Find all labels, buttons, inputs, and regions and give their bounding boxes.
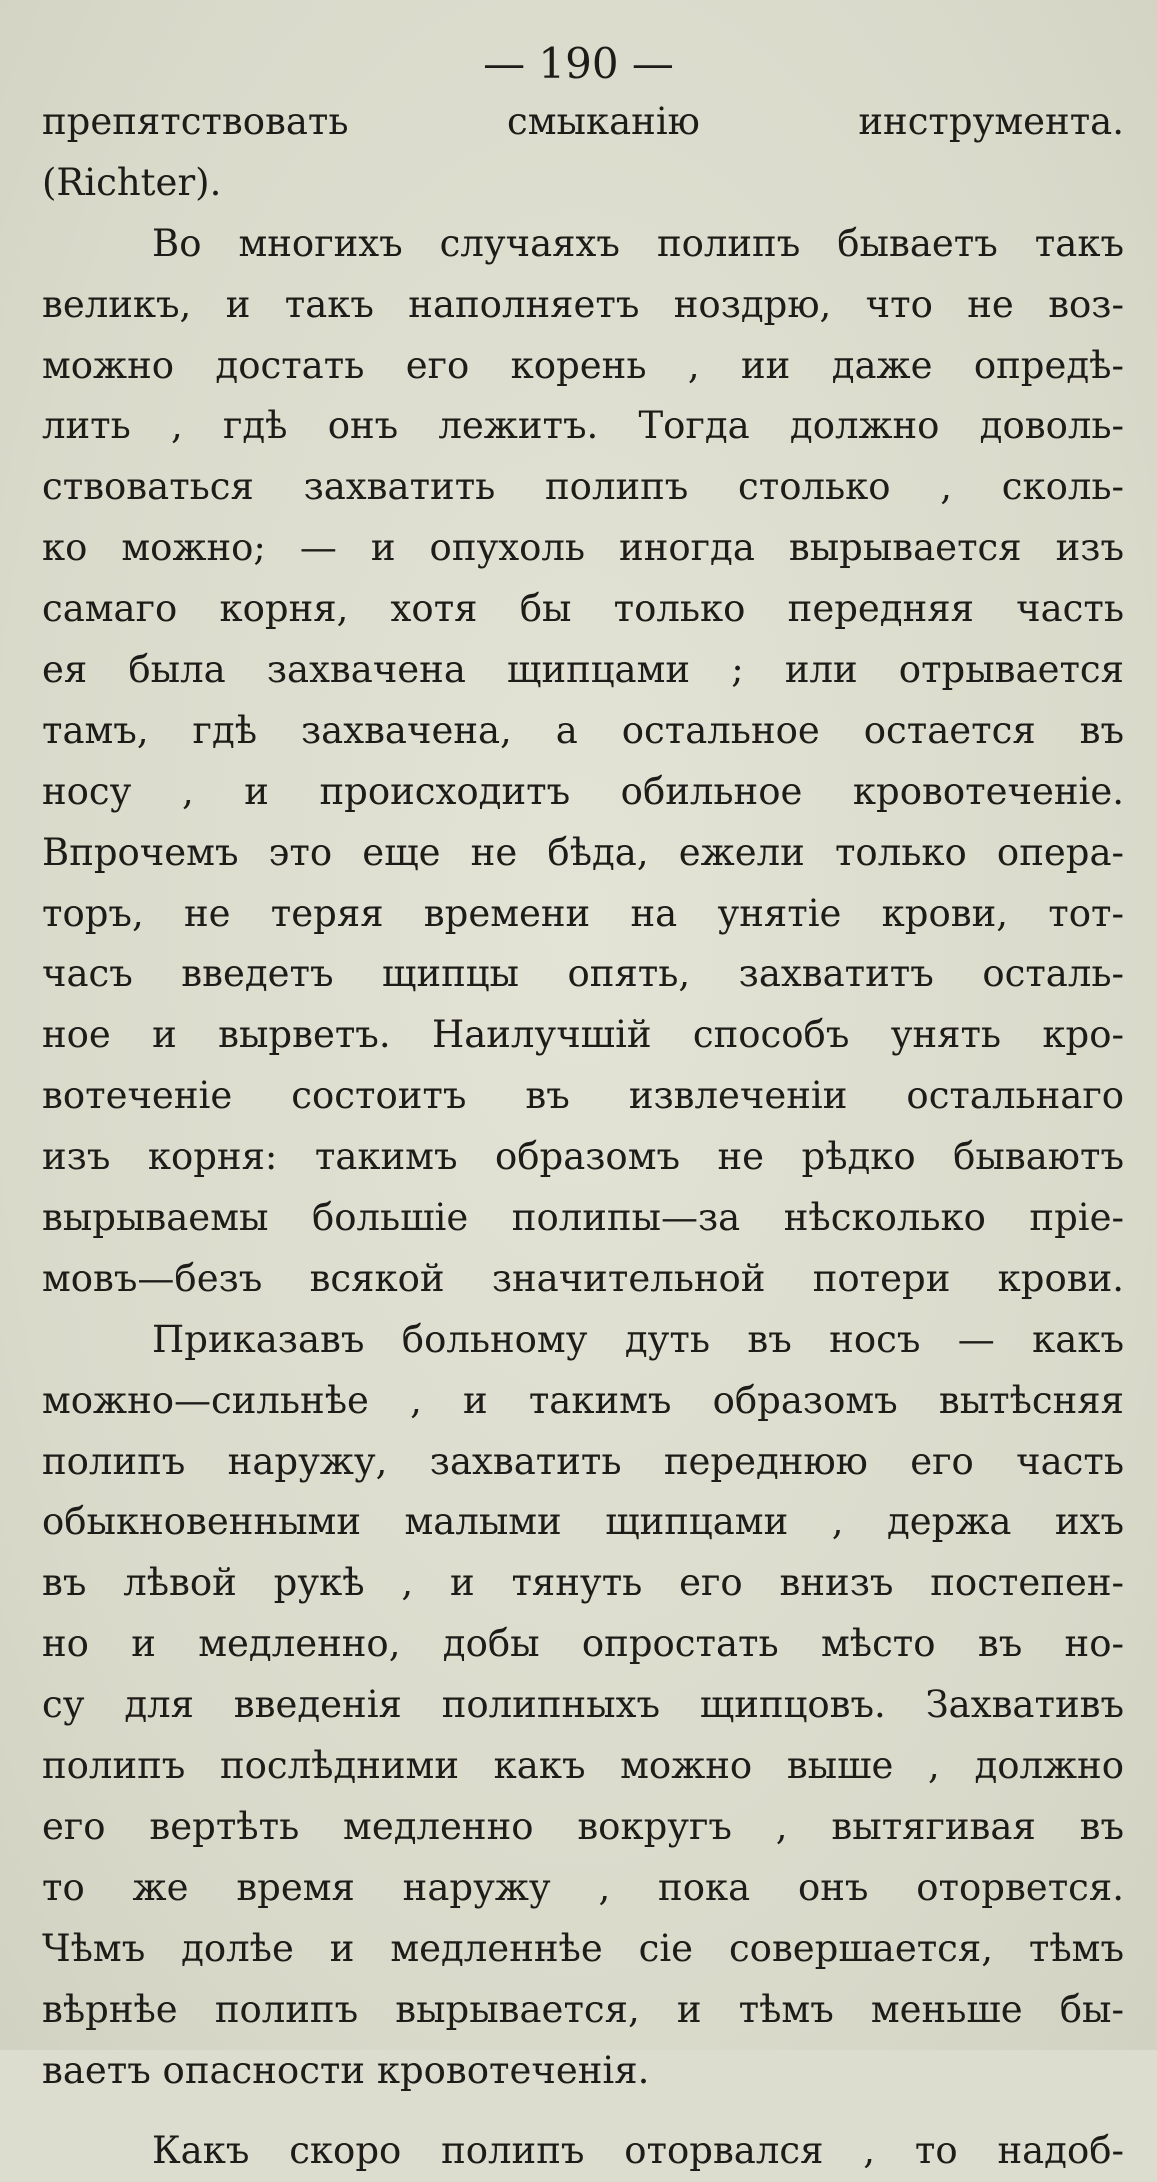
text-line: ваетъ опасности кровотеченія.	[42, 2048, 650, 2092]
text-line: его вертѣть медленно вокругъ , вытягивая въ	[42, 1804, 1124, 1848]
text-line: (Richter).	[42, 160, 222, 204]
text-line: ея была захвачена щипцами ; или отрывается	[42, 648, 1124, 692]
text-line: часъ введетъ щипцы опять, захватитъ осталь-	[42, 952, 1124, 996]
paragraph	[42, 214, 1124, 1310]
text-line: вотеченіе состоитъ въ извлеченіи остальнаго	[42, 1074, 1124, 1118]
paragraph	[42, 92, 1124, 214]
text-line: ко можно; — и опухоль иногда вырывается изъ	[42, 526, 1124, 570]
text-line: вѣрнѣе полипъ вырывается, и тѣмъ меньше бы-	[42, 1987, 1124, 2031]
text-line: великъ, и такъ наполняетъ ноздрю, что не воз-	[42, 282, 1124, 326]
text-line: полипъ послѣдними какъ можно выше , должно	[42, 1744, 1124, 1788]
text-line: мовъ—безъ всякой значительной потери крови.	[42, 1256, 1124, 1300]
text-line: ствоваться захватить полипъ столько , сколь-	[42, 465, 1124, 509]
text-line: Чѣмъ долѣе и медленнѣе сіе совершается, тѣмъ	[42, 1926, 1124, 1970]
text-line: носу , и происходитъ обильное кровотеченіе.	[42, 769, 1124, 813]
text-line: обыкновенными малыми щипцами , держа ихъ	[42, 1500, 1124, 1544]
text-line: можно достать его корень , ии даже опредѣ-	[42, 343, 1124, 387]
text-line: можно—сильнѣе , и такимъ образомъ вытѣсняя	[42, 1378, 1124, 1422]
text-line: торъ, не теряя времени на унятіе крови, тот-	[42, 891, 1124, 935]
text-line: су для введенія полипныхъ щипцовъ. Захвативъ	[42, 1683, 1124, 1727]
text-line: препятствовать смыканію инструмента.	[42, 100, 1124, 143]
text-line: вырываемы большіе полипы—за нѣсколько пріе-	[42, 1196, 1124, 1240]
text-line: самаго корня, хотя бы только передняя часть	[42, 587, 1124, 631]
paragraph	[42, 2121, 1124, 2182]
text-line: полипъ наружу, захватить переднюю его часть	[42, 1439, 1124, 1483]
text-line: то же время наружу , пока онъ оторвется.	[42, 1865, 1124, 1909]
page-number: — 190 —	[483, 39, 674, 88]
text-line: Впрочемъ это еще не бѣда, ежели только опера-	[42, 830, 1124, 874]
body-text	[42, 92, 1124, 2182]
paragraph	[42, 1310, 1124, 2102]
text-line: но и медленно, добы опростать мѣсто въ но-	[42, 1622, 1124, 1666]
text-line: изъ корня: такимъ образомъ не рѣдко бываютъ	[42, 1135, 1124, 1179]
text-line: Приказавъ больному дуть въ носъ — какъ	[152, 1317, 1124, 1361]
text-line: Во многихъ случаяхъ полипъ бываетъ такъ	[152, 221, 1124, 265]
text-line: Какъ скоро полипъ оторвался , то надоб-	[152, 2129, 1124, 2173]
text-line: ное и вырветъ. Наилучшій способъ унять кро-	[42, 1013, 1124, 1057]
text-line: въ лѣвой рукѣ , и тянуть его внизъ постепен-	[42, 1561, 1124, 1605]
text-line: лить , гдѣ онъ лежитъ. Тогда должно доволь-	[42, 404, 1124, 448]
text-line: тамъ, гдѣ захвачена, а остальное остается въ	[42, 708, 1124, 752]
